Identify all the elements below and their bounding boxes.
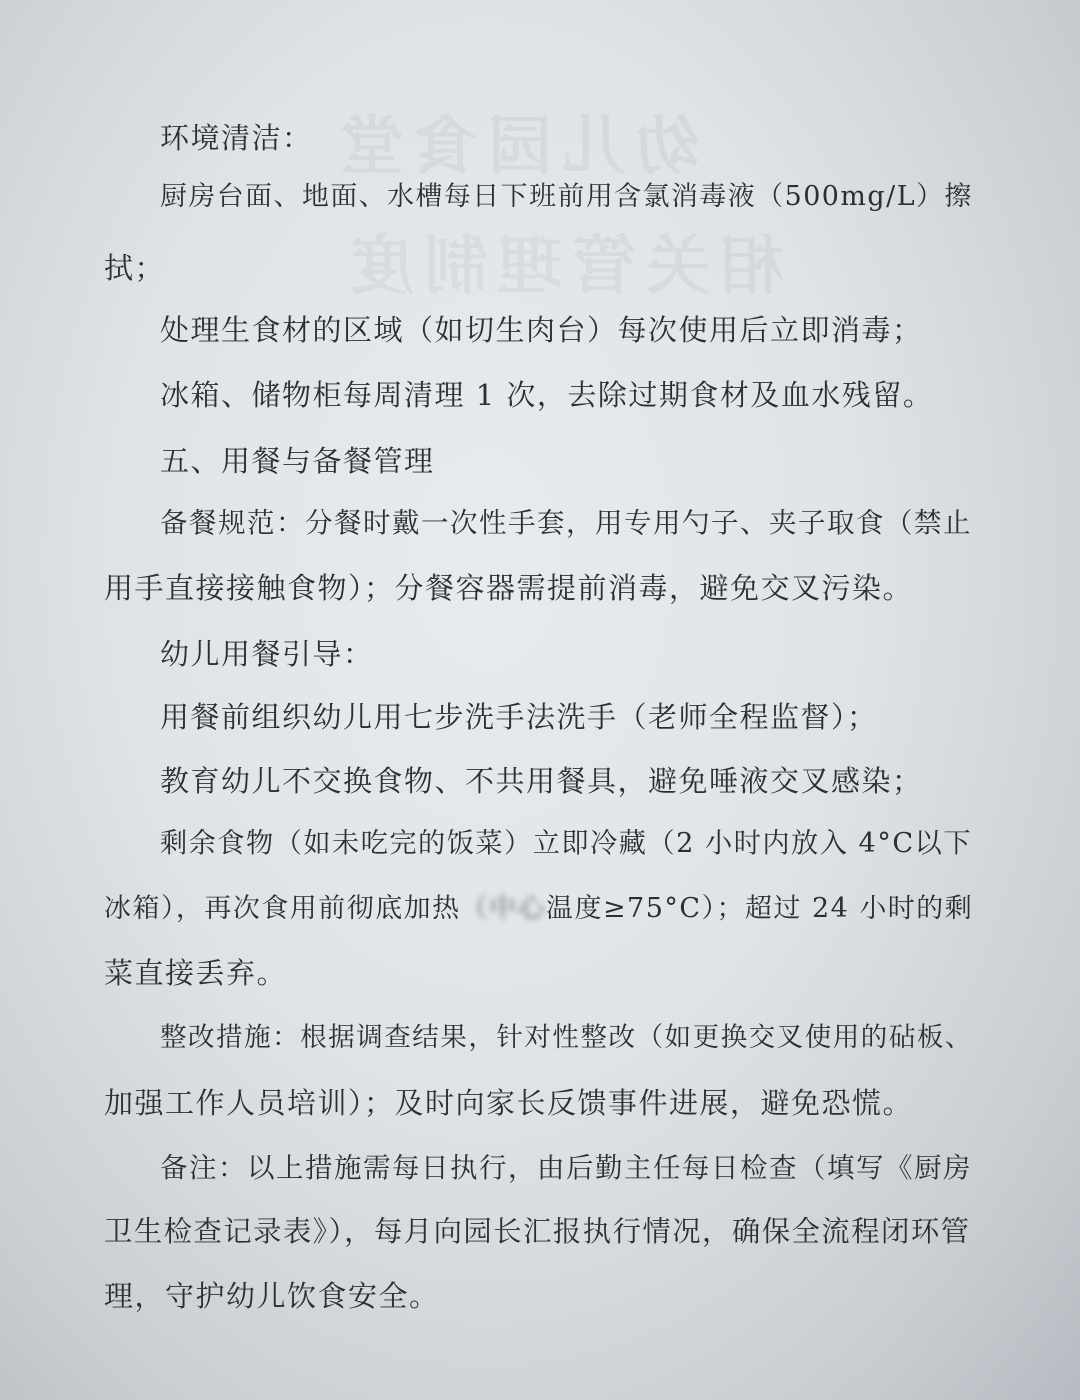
text-line: 菜直接丢弃。	[104, 956, 288, 990]
section-heading-meal-management: 五、用餐与备餐管理	[160, 444, 435, 478]
text-line: 拭；	[104, 251, 166, 285]
text-line: 处理生食材的区域（如切生肉台）每次使用后立即消毒；	[160, 313, 923, 347]
text-line: 理，守护幼儿饮食安全。	[104, 1279, 440, 1313]
text-line: 教育幼儿不交换食物、不共用餐具，避免唾液交叉感染；	[160, 764, 923, 798]
text-line-reheat	[104, 889, 973, 929]
text-line: 卫生检查记录表》），每月向园长汇报执行情况，确保全流程闭环管	[104, 1215, 971, 1248]
text-line: 用餐前组织幼儿用七步洗手法洗手（老师全程监督）；	[160, 700, 878, 734]
text-line: 备注：以上措施需每日执行，由后勤主任每日检查（填写《厨房	[160, 1152, 972, 1184]
text-line: 备餐规范：分餐时戴一次性手套，用专用勺子、夹子取食（禁止	[160, 507, 972, 539]
bleed-through-text: 幼儿园食堂	[330, 109, 700, 184]
section-heading-child-meal-guidance: 幼儿用餐引导：	[160, 637, 374, 671]
text-line: 厨房台面、地面、水槽每日下班前用含氯消毒液（500mg/L）擦	[160, 181, 973, 212]
bleed-through-text: 相关管理制度	[340, 229, 784, 304]
text-line: 剩余食物（如未吃完的饭菜）立即冷藏（2 小时内放入 4°C以下	[160, 828, 973, 859]
obscured-text: （中心	[460, 893, 547, 924]
text-segment: 冰箱），再次食用前彻底加热	[104, 893, 461, 924]
section-heading-environment: 环境清洁：	[160, 121, 313, 155]
text-line: 加强工作人员培训）；及时向家长反馈事件进展，避免恐慌。	[104, 1086, 914, 1120]
text-line: 整改措施：根据调查结果，针对性整改（如更换交叉使用的砧板、	[160, 1022, 973, 1053]
text-line: 冰箱、储物柜每周清理 1 次，去除过期食材及血水残留。	[160, 378, 934, 412]
text-line: 用手直接接触食物）；分餐容器需提前消毒，避免交叉污染。	[104, 571, 914, 605]
text-segment: 温度≥75°C）；超过 24 小时的剩	[546, 893, 974, 924]
